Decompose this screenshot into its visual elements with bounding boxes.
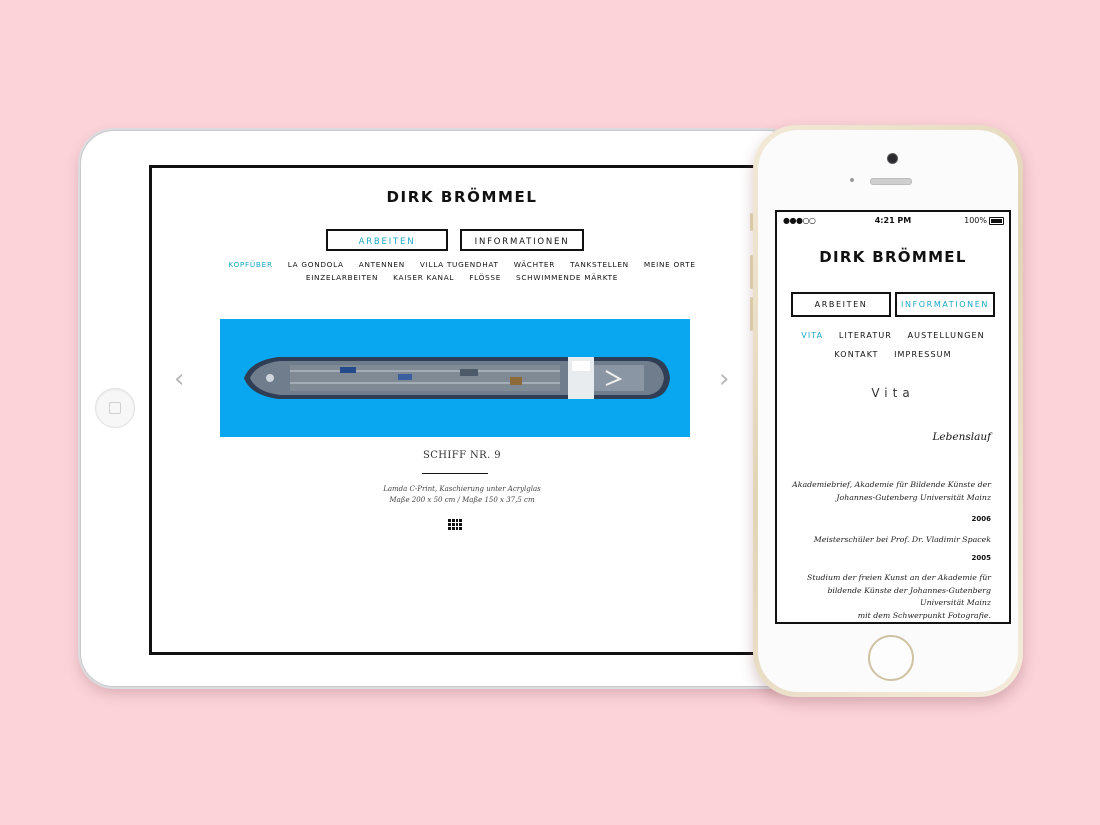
subnav-item-schwimmende-maerkte[interactable]: SCHWIMMENDE MÄRKTE [516,273,619,282]
section-subheading: Lebenslauf [932,431,991,443]
status-time: 4:21 PM [874,216,912,225]
battery-icon [989,217,1004,225]
tablet-home-button[interactable] [95,388,135,428]
battery-percent: 100% [964,216,987,225]
volume-up-button [750,255,753,289]
subnav-item-impressum[interactable]: IMPRESSUM [894,350,952,359]
vita-year: 2006 [971,515,991,523]
subnav-item-austellungen[interactable]: AUSTELLUNGEN [907,331,985,340]
subnav-item-kopfueber[interactable]: KOPFÜBER [228,260,273,269]
artwork-dimensions: Maße 200 x 50 cm / Maße 150 x 37,5 cm [389,496,535,504]
nav-informationen-button[interactable]: INFORMATIONEN [460,229,584,251]
artwork-title: SCHIFF NR. 9 [422,450,502,461]
phone-face [758,130,1018,692]
nav-arbeiten-button[interactable]: ARBEITEN [326,229,448,251]
nav-arbeiten-button[interactable]: ARBEITEN [791,292,891,317]
vita-entry-line: Studium der freien Kunst an der Akademie für [806,573,991,582]
info-subnav [777,326,1009,364]
subnav-item-einzelarbeiten[interactable]: EINZELARBEITEN [305,273,379,282]
status-bar [777,212,1009,230]
subnav-item-floesse[interactable]: FLÖSSE [469,273,502,282]
subnav-item-kaiser-kanal[interactable]: KAISER KANAL [393,273,455,282]
vita-entry [791,572,991,622]
subnav-item-vita[interactable]: VITA [801,331,824,340]
works-subnav [152,258,772,284]
vita-entry [791,479,991,504]
artwork-image[interactable] [220,319,690,437]
title-divider [422,473,488,474]
subnav-item-waechter[interactable]: WÄCHTER [513,260,556,269]
subnav-item-meine-orte[interactable]: MEINE ORTE [643,260,696,269]
ship-illustration [220,319,690,437]
subnav-item-literatur[interactable]: LITERATUR [838,331,892,340]
subnav-item-kontakt[interactable]: KONTAKT [834,350,879,359]
vita-entry [791,534,991,547]
subnav-item-la-gondola[interactable]: LA GONDOLA [287,260,344,269]
vita-entry-line: mit dem Schwerpunkt Fotografie. [857,610,991,620]
phone-device [753,125,1023,697]
subnav-item-antennen[interactable]: ANTENNEN [358,260,405,269]
site-title[interactable]: DIRK BRÖMMEL [386,188,538,206]
subnav-item-tankstellen[interactable]: TANKSTELLEN [570,260,629,269]
artwork-medium: Lamda C-Print, Kaschierung unter Acrylglas [383,485,541,493]
phone-screen [775,210,1011,624]
mute-switch [750,213,753,231]
phone-home-button[interactable] [868,635,914,681]
sensor [850,178,854,182]
nav-informationen-button[interactable]: INFORMATIONEN [895,292,995,317]
vita-year: 2005 [971,554,991,562]
chevron-right-icon[interactable]: › [719,364,730,394]
grid-icon[interactable] [448,519,462,530]
signal-indicator: ●●●○○ [783,216,816,225]
artwork-details [152,484,772,506]
tablet-screen [149,165,775,655]
subnav-item-villa-tugendhat[interactable]: VILLA TUGENDHAT [419,260,499,269]
camera-icon [887,153,898,164]
tablet-device [80,130,802,687]
vita-entry-line: Johannes-Gutenberg Universität Mainz [836,492,991,502]
volume-down-button [750,297,753,331]
vita-entry-line: bildende Künste der Johannes-Gutenberg [827,585,991,595]
chevron-left-icon[interactable]: ‹ [174,364,185,394]
speaker-grille [870,178,912,185]
section-heading: Vita [871,386,915,400]
vita-entry-line: Akademiebrief, Akademie für Bildende Künste der [792,480,991,489]
vita-entry-line: Meisterschüler bei Prof. Dr. Vladimir Spacek [813,535,991,544]
site-title[interactable]: DIRK BRÖMMEL [819,248,967,266]
vita-entry-line: Universität Mainz [920,598,991,607]
